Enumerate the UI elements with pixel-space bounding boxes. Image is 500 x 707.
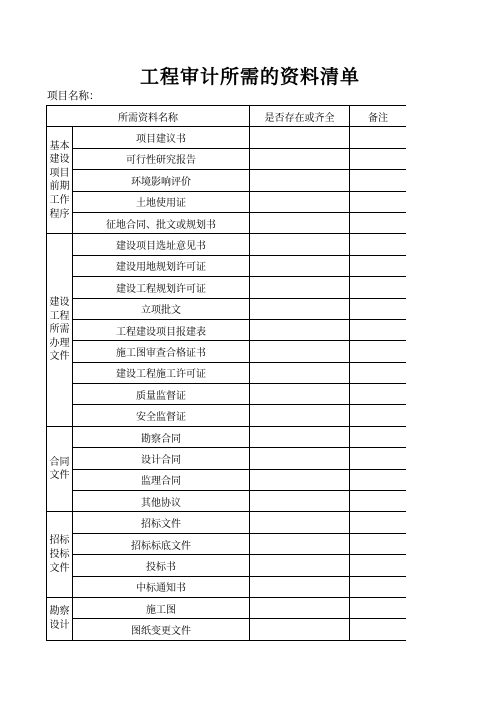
document-title: 工程审计所需的资料清单: [139, 66, 360, 88]
exists-cell[interactable]: [250, 469, 350, 490]
table-row: [47, 555, 407, 576]
table-row: [47, 212, 407, 233]
exists-cell[interactable]: [250, 384, 350, 405]
table-row: [47, 619, 407, 640]
material-item: 其他协议: [73, 491, 250, 512]
header-material-name: 所需资料名称: [47, 106, 250, 127]
exists-cell[interactable]: [250, 170, 350, 191]
remarks-cell[interactable]: [350, 405, 407, 426]
material-item: 招标文件: [73, 512, 250, 533]
category-label: 基本建设项目前期工作程序: [49, 140, 70, 220]
exists-cell[interactable]: [250, 555, 350, 576]
table-row: [47, 148, 407, 169]
exists-cell[interactable]: [250, 148, 350, 169]
remarks-cell[interactable]: [350, 555, 407, 576]
project-name-label: 项目名称：: [47, 90, 100, 102]
material-item: 建设项目选址意见书: [73, 234, 250, 255]
exists-cell[interactable]: [250, 619, 350, 640]
category-label: 合同文件: [49, 456, 70, 482]
table-row: [47, 597, 407, 618]
material-item: 中标通知书: [73, 576, 250, 597]
material-item: 土地使用证: [73, 191, 250, 212]
remarks-cell[interactable]: [350, 512, 407, 533]
material-item: 勘察合同: [73, 426, 250, 447]
remarks-cell[interactable]: [350, 170, 407, 191]
exists-cell[interactable]: [250, 405, 350, 426]
remarks-cell[interactable]: [350, 448, 407, 469]
exists-cell[interactable]: [250, 277, 350, 298]
remarks-cell[interactable]: [350, 469, 407, 490]
checklist-table: [46, 105, 406, 641]
material-item: 项目建议书: [73, 127, 250, 148]
material-item: 环境影响评价: [73, 170, 250, 191]
table-row: [47, 170, 407, 191]
remarks-cell[interactable]: [350, 277, 407, 298]
category-cell: [47, 426, 73, 512]
exists-cell[interactable]: [250, 341, 350, 362]
exists-cell[interactable]: [250, 127, 350, 148]
material-item: 建设用地规划许可证: [73, 255, 250, 276]
exists-cell[interactable]: [250, 298, 350, 319]
table-row: [47, 277, 407, 298]
table-row: [47, 576, 407, 597]
exists-cell[interactable]: [250, 191, 350, 212]
remarks-cell[interactable]: [350, 212, 407, 233]
table-row: [47, 426, 407, 447]
remarks-cell[interactable]: [350, 597, 407, 618]
table-row: [47, 533, 407, 554]
exists-cell[interactable]: [250, 533, 350, 554]
material-item: 征地合同、批文或规划书: [73, 212, 250, 233]
exists-cell[interactable]: [250, 512, 350, 533]
category-label: 招标投标文件: [49, 535, 70, 574]
remarks-cell[interactable]: [350, 533, 407, 554]
remarks-cell[interactable]: [350, 362, 407, 383]
table-row: [47, 341, 407, 362]
table-row: [47, 448, 407, 469]
material-item: 施工图审查合格证书: [73, 341, 250, 362]
material-item: 工程建设项目报建表: [73, 319, 250, 340]
material-item: 监理合同: [73, 469, 250, 490]
table-row: [47, 405, 407, 426]
material-item: 招标标底文件: [73, 533, 250, 554]
exists-cell[interactable]: [250, 576, 350, 597]
material-item: 投标书: [73, 555, 250, 576]
table-row: [47, 298, 407, 319]
remarks-cell[interactable]: [350, 298, 407, 319]
table-row: [47, 512, 407, 533]
remarks-cell[interactable]: [350, 341, 407, 362]
exists-cell[interactable]: [250, 448, 350, 469]
material-item: 施工图: [73, 597, 250, 618]
category-cell: [47, 234, 73, 427]
table-row: [47, 469, 407, 490]
table-row: [47, 255, 407, 276]
material-item: 安全监督证: [73, 405, 250, 426]
material-item: 立项批文: [73, 298, 250, 319]
table-row: [47, 319, 407, 340]
category-cell: [47, 127, 73, 234]
table-row: [47, 234, 407, 255]
table-row: [47, 491, 407, 512]
table-row: [47, 191, 407, 212]
checklist-body: [47, 127, 407, 640]
material-item: 设计合同: [73, 448, 250, 469]
category-cell: [47, 512, 73, 598]
material-item: 质量监督证: [73, 384, 250, 405]
remarks-cell[interactable]: [350, 127, 407, 148]
remarks-cell[interactable]: [350, 255, 407, 276]
material-item: 建设工程规划许可证: [73, 277, 250, 298]
exists-cell[interactable]: [250, 212, 350, 233]
table-row: [47, 384, 407, 405]
exists-cell[interactable]: [250, 597, 350, 618]
table-row: [47, 362, 407, 383]
exists-cell[interactable]: [250, 362, 350, 383]
exists-cell[interactable]: [250, 491, 350, 512]
exists-cell[interactable]: [250, 319, 350, 340]
remarks-cell[interactable]: [350, 491, 407, 512]
remarks-cell[interactable]: [350, 384, 407, 405]
exists-cell[interactable]: [250, 426, 350, 447]
remarks-cell[interactable]: [350, 576, 407, 597]
remarks-cell[interactable]: [350, 319, 407, 340]
exists-cell[interactable]: [250, 255, 350, 276]
exists-cell[interactable]: [250, 234, 350, 255]
checklist-sheet: [46, 105, 406, 645]
remarks-cell[interactable]: [350, 234, 407, 255]
remarks-cell[interactable]: [350, 619, 407, 640]
header-exists-complete: 是否存在或齐全: [250, 106, 350, 127]
category-cell: [47, 597, 73, 640]
material-item: 建设工程施工许可证: [73, 362, 250, 383]
material-item: 可行性研究报告: [73, 148, 250, 169]
category-label: 建设工程所需办理文件: [49, 297, 70, 363]
header-row: [47, 106, 407, 127]
remarks-cell[interactable]: [350, 426, 407, 447]
remarks-cell[interactable]: [350, 148, 407, 169]
remarks-cell[interactable]: [350, 191, 407, 212]
category-label: 勘察设计: [49, 606, 70, 631]
table-row: [47, 127, 407, 148]
header-remarks: 备注: [350, 106, 407, 127]
material-item: 图纸变更文件: [73, 619, 250, 640]
